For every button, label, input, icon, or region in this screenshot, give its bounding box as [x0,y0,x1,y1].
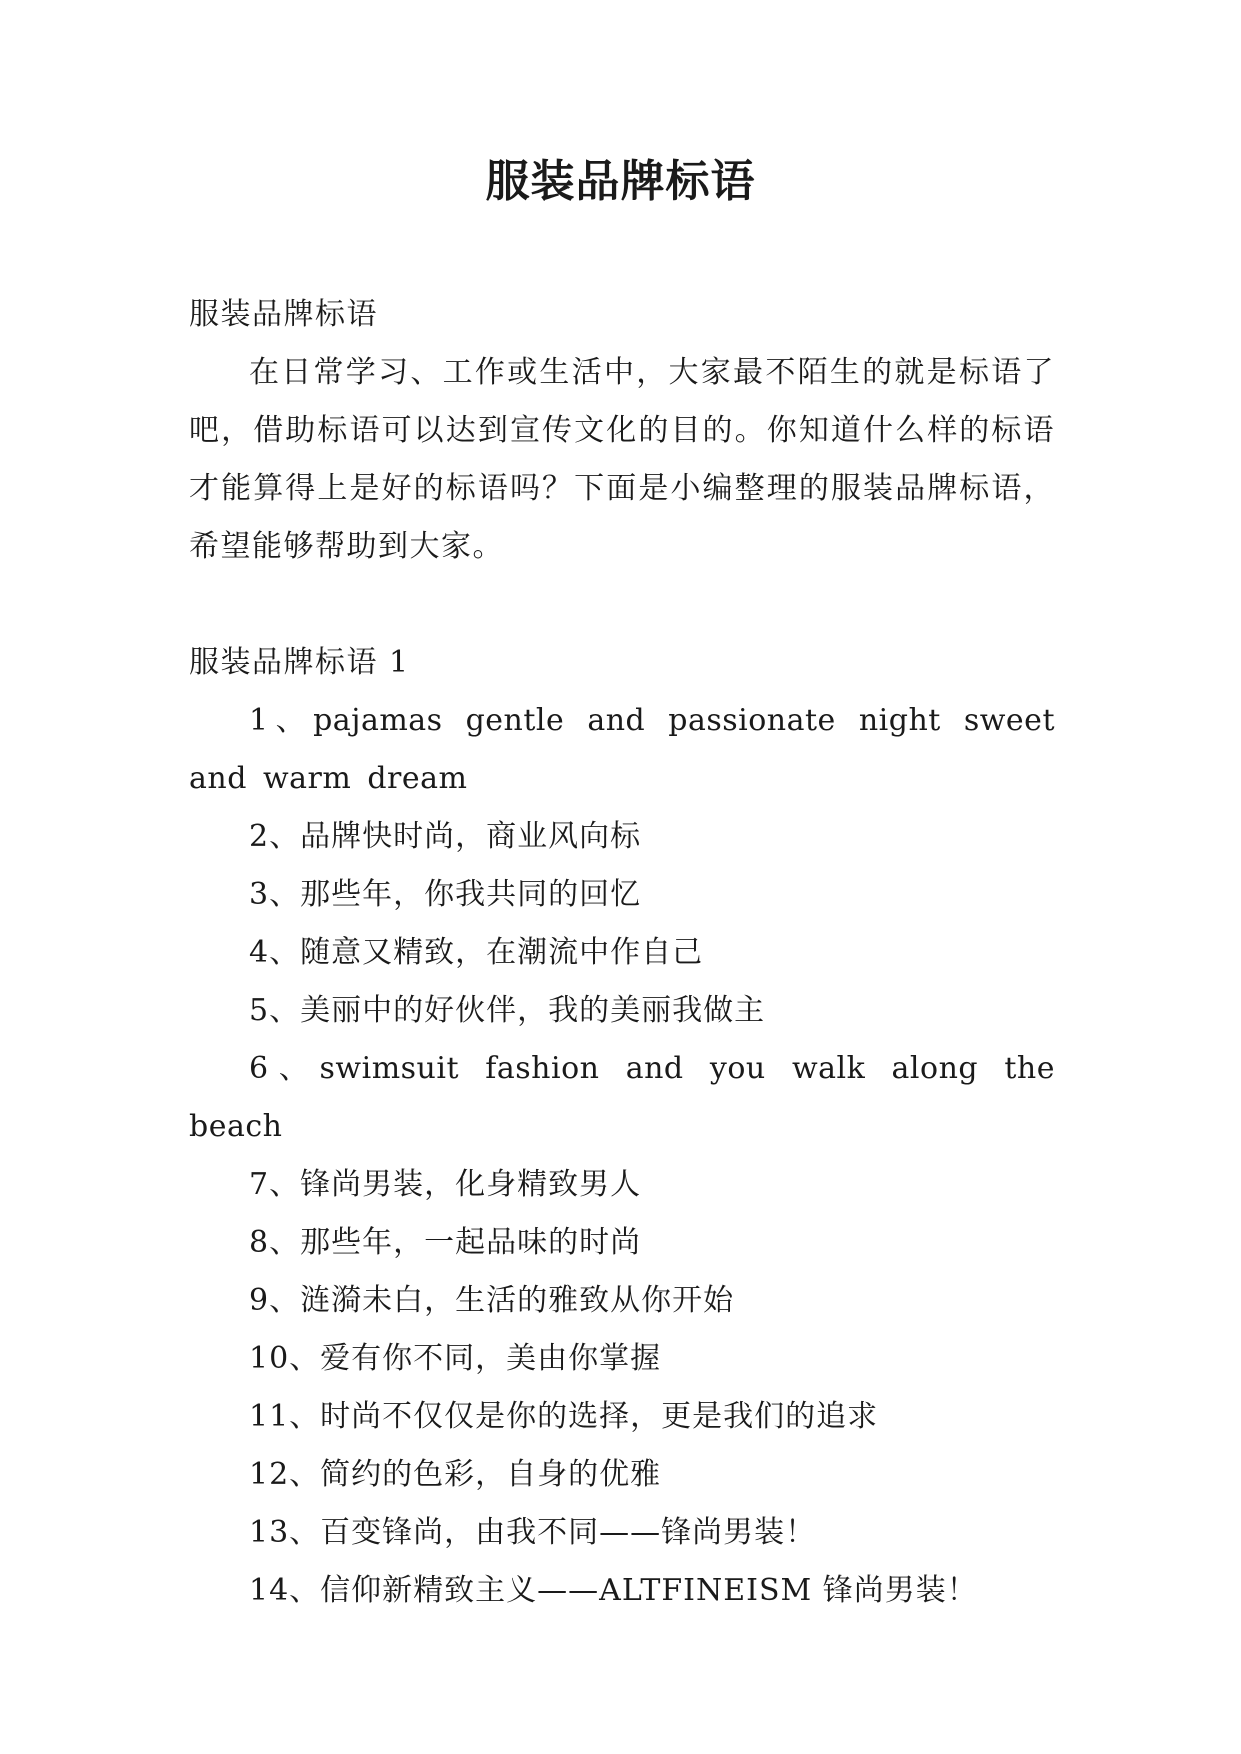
list-item: 1、pajamas gentle and passionate night sweet and warm dream [189,703,1055,796]
list-item: 13、百变锋尚，由我不同——锋尚男装！ [249,1515,817,1550]
section-heading: 服装品牌标语 1 [189,645,410,680]
list-item: 10、爱有你不同，美由你掌握 [249,1341,662,1376]
list-item: 5、美丽中的好伙伴，我的美丽我做主 [249,993,766,1028]
list-item: 3、那些年，你我共同的回忆 [249,877,642,912]
list-item: 2、品牌快时尚，商业风向标 [249,819,642,854]
document-title: 服装品牌标语 [485,156,756,207]
list-item: 4、随意又精致，在潮流中作自己 [249,935,704,970]
list-item: 7、锋尚男装，化身精致男人 [249,1167,642,1202]
paragraph-spacer [189,576,1055,634]
list-item: 12、简约的色彩，自身的优雅 [249,1457,662,1492]
list-item: 11、时尚不仅仅是你的选择，更是我们的追求 [249,1399,879,1434]
document-body [189,286,1055,1620]
list-item: 9、涟漪未白，生活的雅致从你开始 [249,1283,735,1318]
list-item: 14、信仰新精致主义——ALTFINEISM 锋尚男装！ [249,1573,978,1608]
list-item: 8、那些年，一起品味的时尚 [249,1225,642,1260]
list-item: 6、swimsuit fashion and you walk along the beach [189,1051,1055,1144]
intro-paragraph: 在日常学习、工作或生活中，大家最不陌生的就是标语了吧，借助标语可以达到宣传文化的目的。你知道什么样的标语才能算得上是好的标语吗？下面是小编整理的服装品牌标语，希望能够帮助到大家。 [189,355,1055,564]
subheading: 服装品牌标语 [189,297,378,332]
